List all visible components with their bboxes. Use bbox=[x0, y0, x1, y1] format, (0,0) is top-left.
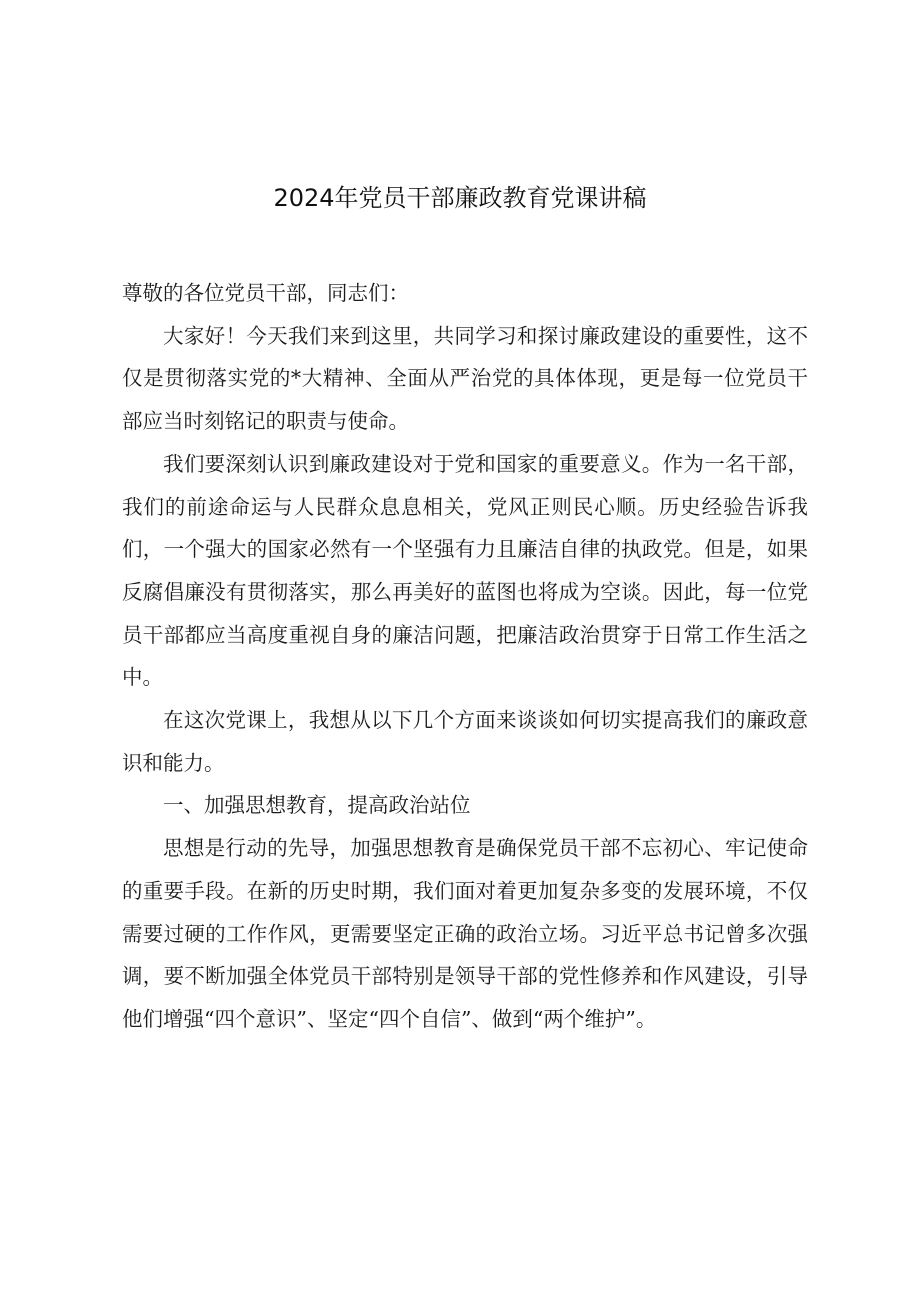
document-title: 2024年党员干部廉政教育党课讲稿 bbox=[273, 184, 647, 212]
paragraph-ideology: 思想是行动的先导，加强思想教育是确保党员干部不忘初心、牢记使命的重要手段。在新的历史时期，我们面对着更加复杂多变的发展环境，不仅需要过硬的工作作风，更需要坚定正确的政治立场。习近平总书记曾多次强调，要不断加强全体党员干部特别是领导干部的党性修养和作风建设，引导他们增强“四个意识”、坚定“四个自信”、做到“两个维护”。 bbox=[122, 836, 808, 1031]
paragraph-significance: 我们要深刻认识到廉政建设对于党和国家的重要意义。作为一名干部，我们的前途命运与人民群众息息相关，党风正则民心顺。历史经验告诉我们，一个强大的国家必然有一个坚强有力且廉洁自律的执政党。但是，如果反腐倡廉没有贯彻落实，那么再美好的蓝图也将成为空谈。因此，每一位党员干部都应当高度重视自身的廉洁问题，把廉洁政治贯穿于日常工作生活之中。 bbox=[122, 451, 808, 690]
salutation: 尊敬的各位党员干部，同志们： bbox=[122, 281, 409, 305]
paragraph-outline: 在这次党课上，我想从以下几个方面来谈谈如何切实提高我们的廉政意识和能力。 bbox=[122, 708, 808, 775]
document-body bbox=[122, 272, 808, 1041]
paragraph-greeting: 大家好！今天我们来到这里，共同学习和探讨廉政建设的重要性，这不仅是贯彻落实党的*大精神、全面从严治党的具体体现，更是每一位党员干部应当时刻铭记的职责与使命。 bbox=[122, 323, 808, 434]
section-heading-1: 一、加强思想教育，提高政治站位 bbox=[163, 793, 471, 818]
